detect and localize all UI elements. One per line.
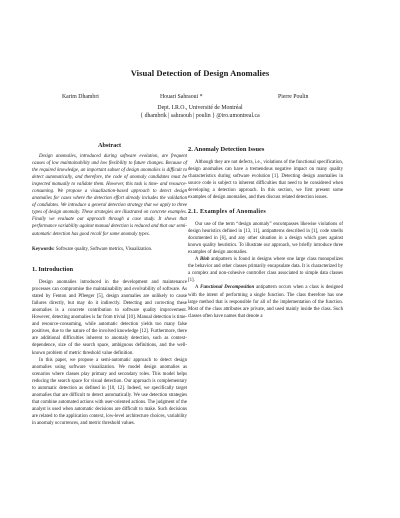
keywords-text: Software quality, Software metrics, Visualization. [55,246,153,252]
left-column [32,142,187,428]
section-heading-introduction: 1. Introduction [32,265,74,273]
functional-decomposition-term: Functional Decomposition [200,285,255,291]
author-name: Houari Sahraoui * [160,94,203,100]
intro-paragraph-1: Design anomalies introduced in the development and maintenance processes can compromise the maintainability and evolvability of software. As stated by Fenton and Pfleeger [5], design anomalies are unlikely to cause failures directly, but may do it indirectly. Detecting and correcting these anomalies is a concrete contribution to software quality improvement. However, detecting anomalies is far from trivial [10]. Manual detection is time- and resource-consuming, while automatic detection yields too many false positives, due to the nature of the involved knowledge [12]. Furthermore, there are additional difficulties inherent to anomaly detection, such as context-dependence, size of the search space, ambiguous definitions, and the well-known problem of metric threshold value definition. [32,279,187,356]
keywords [32,246,187,253]
right-column [188,140,343,320]
author-name: Pierre Poulin [278,94,309,100]
paper-title: Visual Detection of Design Anomalies [130,68,270,78]
issues-paragraph-1: Although they are not defects, i.e., violations of the functional specification, design anomalies can have a tremendous negative impact on many quality characteristics during software evolution [1]. Detecting design anomalies in source code is subject to inherent difficulties that need to be considered when developing a detection approach. In this section, we first present some examples of design anomalies, and then discuss related detection issues. [188,160,343,201]
affiliation: Dept. I.R.O., Université de Montréal [157,105,243,111]
keywords-label: Keywords: [32,246,55,252]
functional-decomposition-description: antipattern occurs when a class is designed with the intent of performing a single function. The class therefore has one large method that is responsible for all of the implementation of the function. Most of the class attributes are private, and used mainly inside the class. Such classes often have names that denote a [188,285,343,319]
subsection-heading-examples: 2.1. Examples of Anomalies [188,208,266,215]
intro-paragraph-2: In this paper, we propose a semi-automatic approach to detect design anomalies using software visualization. We model design anomalies as scenarios where classes play primary and secondary roles. This model helps reducing the search space for visual detection. Our approach is complementary to automatic detection as defined in [10, 12]. Indeed, we specifically target anomalies that are difficult to detect automatically. We use detection strategies that combine automated actions with user-oriented actions. The judgment of the analyst is used when automatic decisions are difficult to make. Such decisions are related to the application context, low-level architecture choices, variability in anomaly occurrences, and metric threshold values. [32,357,187,427]
blob-paragraph: A Blob antipattern is found in designs where one large class monopolizes the behavior and other classes primarily encapsulate data. It is characterized by a complex and non-cohesive controller class associated to simple data classes [1]. [188,257,343,284]
author-name: Karim Dhambri [62,94,99,100]
functional-decomposition-paragraph: A Functional Decomposition antipattern occurs when a class is designed with the intent of performing a single function. The class therefore has one large method that is responsible for all of the implementation of the function. Most of the class attributes are private, and used mainly inside the class. Such classes often have names that denote a [188,285,343,319]
section-heading-anomaly-detection-issues: 2. Anomaly Detection Issues [188,146,265,153]
author-emails: { dhambrik | sahraouh | poulin } @iro.umontreal.ca [140,113,260,119]
blob-description: antipattern is found in designs where one large class monopolizes the behavior and other classes primarily encapsulate data. It is characterized by a complex and non-cohesive controller class associated to simple data classes [1]. [188,257,343,284]
abstract-heading: Abstract [97,142,122,149]
blob-term: Blob [199,257,210,263]
author-list [60,94,340,104]
examples-paragraph-1: Our use of the term “design anomaly” encompasses likewise violations of design heuristics defined in [13, 11], antipatterns described in [1], code smells documented in [6], and any other situation in a design which goes against known quality heuristics. To illustrate our approach, we briefly introduce three examples of design anomalies. [188,221,343,255]
abstract-text: Design anomalies, introduced during software evolution, are frequent causes of low maintainability and low flexibility to future changes. Because of the required knowledge, an important subset of design anomalies is difficult to detect automatically, and therefore, the code of anomaly candidates must be inspected manually to validate them. However, this task is time- and resource-consuming. We propose a visualization-based approach to detect design anomalies for cases where the detection effort already includes the validation of candidates. We introduce a general detection strategy that we apply to three types of design anomaly. These strategies are illustrated on concrete examples. Finally we evaluate our approach through a case study. It shows that performance variability against manual detection is reduced and that our semi-automatic detection has good recall for some anomaly types. [32,154,187,237]
